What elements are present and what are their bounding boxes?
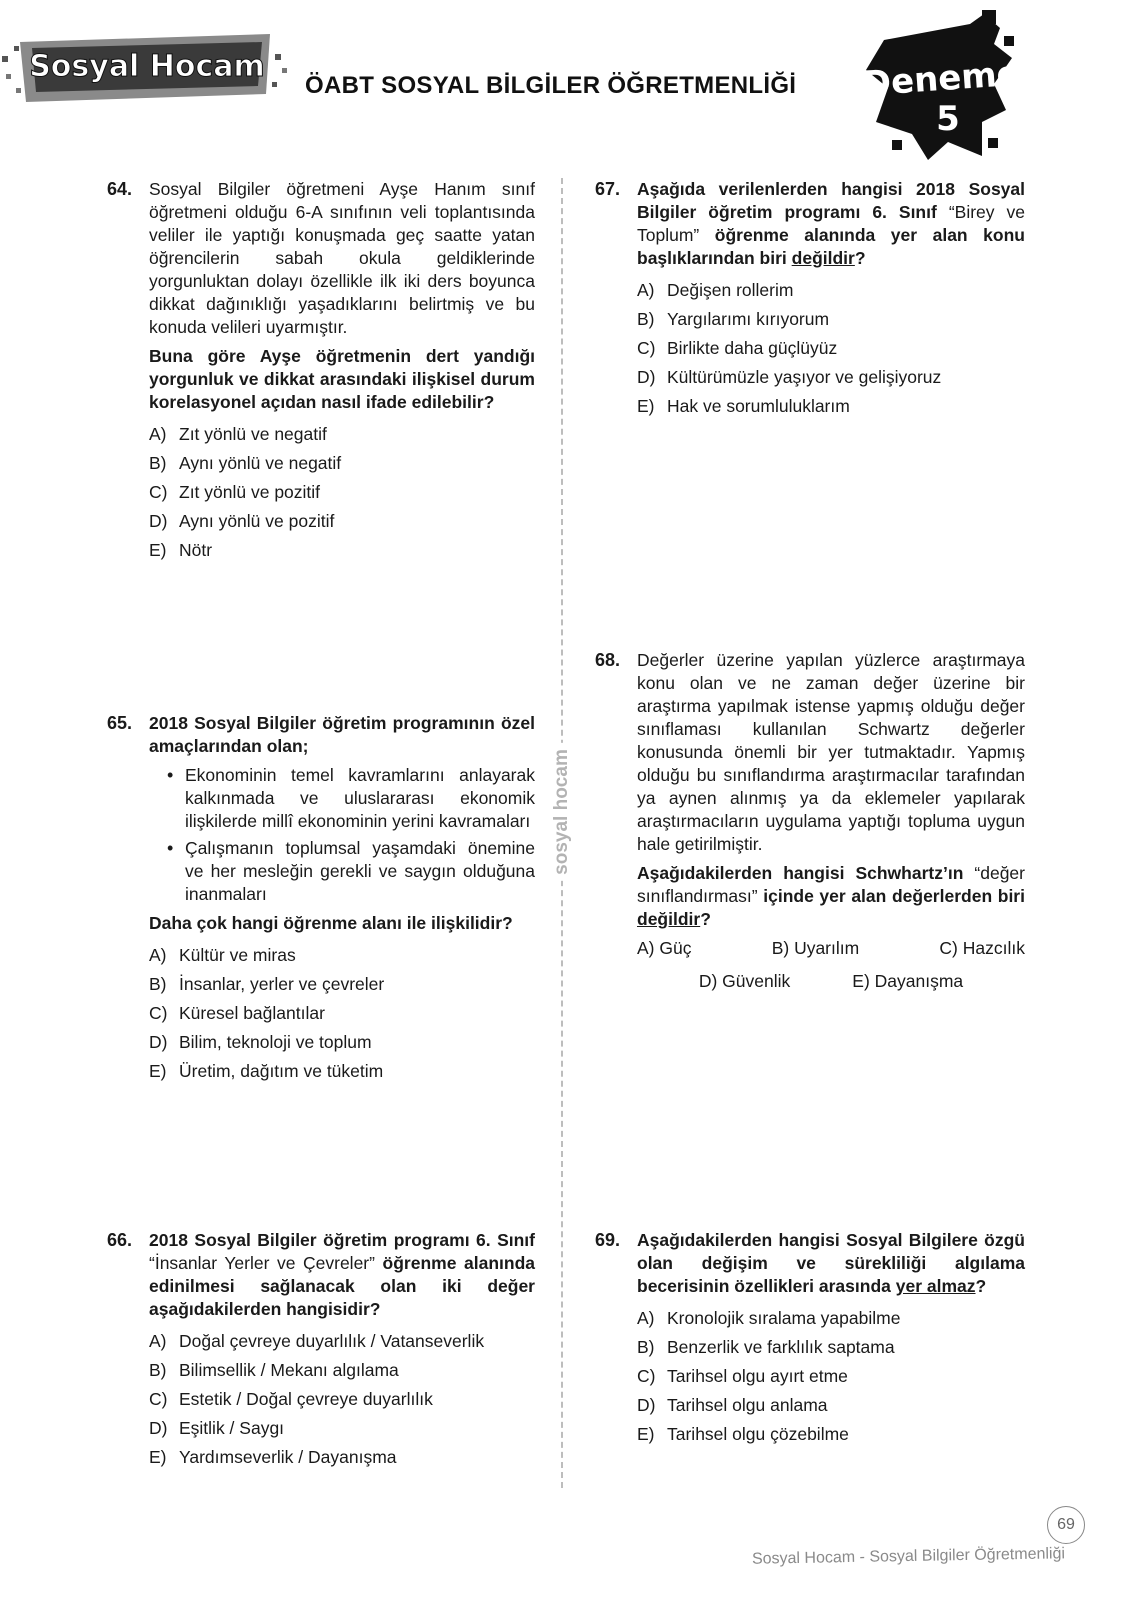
option-a[interactable] — [637, 937, 691, 960]
stem-bold: Aşağıdakilerden hangisi Sosyal Bilgilere özgü olan değişim ve sürekliliği algılama becerisinin özellikleri arasında — [637, 1230, 1025, 1296]
option-a[interactable] — [149, 941, 535, 970]
option-letter: A) — [149, 945, 167, 965]
option-e[interactable] — [149, 536, 535, 565]
option-letter: C) — [939, 938, 958, 958]
option-text: Kültürümüzle yaşıyor ve gelişiyoruz — [667, 367, 942, 387]
prompt-quote: “değer sınıflandırması” — [637, 863, 1025, 906]
option-text: Benzerlik ve farklılık saptama — [667, 1337, 895, 1357]
option-text: Hazcılık — [962, 938, 1025, 958]
option-letter: D) — [637, 1395, 656, 1415]
option-text: Kronolojik sıralama yapabilme — [667, 1308, 901, 1328]
option-text: Estetik / Doğal çevreye duyarlılık — [179, 1389, 433, 1409]
option-letter: B) — [149, 1360, 167, 1380]
option-letter: A) — [637, 1308, 655, 1328]
question-number: 68. — [595, 650, 621, 670]
option-text: Doğal çevreye duyarlılık / Vatanseverlik — [179, 1331, 485, 1351]
stem-end: ? — [854, 248, 866, 268]
option-text: Tarihsel olgu ayırt etme — [667, 1366, 848, 1386]
options-row — [637, 937, 1025, 960]
option-text: Dayanışma — [874, 971, 964, 991]
option-a[interactable] — [637, 1304, 1025, 1333]
option-e[interactable] — [149, 1057, 535, 1086]
option-d[interactable] — [699, 970, 790, 993]
option-letter: C) — [637, 1366, 656, 1386]
stem-quote: “Birey ve Toplum” — [637, 202, 1026, 245]
options-list — [149, 941, 535, 1086]
options-list — [149, 1327, 535, 1472]
deneme-word: Deneme — [862, 53, 1021, 105]
option-b[interactable] — [149, 970, 535, 999]
question-stem: Sosyal Bilgiler öğretmeni Ayşe Hanım sınıf öğretmeni olduğu 6-A sınıfının veli toplantısında veliler ile yaptığı konuşmada geç saatte yatan öğrencilerin sabah okula geldiklerinde yorgunluktan dolayı özellikle ilk iki ders boyunca dikkat dağınıklığı yaşadıklarını belirtmiş ve bu konuda velileri uyarmıştır. — [149, 179, 535, 337]
option-letter: D) — [637, 367, 656, 387]
bullet-item: • Çalışmanın toplumsal yaşamdaki önemine ve her mesleğin gerekli ve saygın olduğuna inanmaları — [167, 837, 535, 906]
option-c[interactable] — [149, 478, 535, 507]
deneme-badge — [862, 10, 1022, 170]
option-a[interactable] — [149, 1327, 535, 1356]
option-a[interactable] — [637, 276, 1025, 305]
option-letter: E) — [149, 1061, 167, 1081]
option-letter: A) — [149, 424, 167, 444]
option-text: Aynı yönlü ve negatif — [179, 453, 342, 473]
question-prompt: Buna göre Ayşe öğretmenin dert yandığı yorgunluk ve dikkat arasındaki ilişkisel durum korelasyonel açıdan nasıl ifade edilebilir? — [149, 346, 535, 412]
option-b[interactable] — [637, 1333, 1025, 1362]
option-letter: D) — [149, 511, 168, 531]
stem-emphasis: yer almaz — [895, 1276, 976, 1296]
prompt-bold: içinde yer alan değerlerden biri — [763, 886, 1025, 906]
option-letter: D) — [698, 971, 718, 991]
option-c[interactable] — [149, 1385, 535, 1414]
option-c[interactable] — [637, 1362, 1025, 1391]
option-text: Nötr — [179, 540, 213, 560]
option-text: Güvenlik — [722, 971, 791, 991]
option-letter: E) — [637, 396, 655, 416]
option-b[interactable] — [149, 449, 535, 478]
watermark: sosyal hocam — [551, 743, 573, 881]
question-prompt — [637, 862, 1025, 931]
question-66 — [107, 1229, 535, 1472]
option-c[interactable] — [149, 999, 535, 1028]
question-stem — [637, 178, 1025, 270]
option-letter: E) — [149, 540, 167, 560]
sosyal-hocam-logo — [0, 28, 290, 108]
options-list — [637, 276, 1025, 421]
question-prompt: Daha çok hangi öğrenme alanı ile ilişkilidir? — [149, 913, 513, 933]
option-text: Güç — [659, 938, 692, 958]
question-number: 67. — [595, 179, 621, 199]
option-letter: C) — [149, 1389, 168, 1409]
option-text: Uyarılım — [794, 938, 860, 958]
options-list — [637, 1304, 1025, 1449]
option-text: Değişen rollerim — [667, 280, 794, 300]
question-69 — [595, 1229, 1025, 1449]
option-c[interactable] — [637, 334, 1025, 363]
prompt-emphasis: değildir — [637, 909, 701, 929]
option-text: Bilim, teknoloji ve toplum — [179, 1032, 372, 1052]
question-stem: Değerler üzerine yapılan yüzlerce araştırmaya konu olan ve ne zaman değer üzerine bir araştırma yapılmak istense yapmış olduğu değer sınıflaması kullanılan Schwartz değerler konusunda önemli bir yer tutmaktadır. Yapmış olduğu bu sınıflandırma araştırmacılar tarafından ya aynen alınmış ya da eklemeler yapılarak araştırmacıların uygulama yaptığı topluma uygun hale getirilmiştir. — [637, 650, 1025, 854]
prompt-end: ? — [700, 909, 711, 929]
deneme-number: 5 — [936, 99, 960, 139]
logo-text: Sosyal Hocam — [29, 49, 265, 84]
options-list — [149, 420, 535, 565]
question-64 — [107, 178, 535, 565]
option-letter: C) — [637, 338, 656, 358]
option-a[interactable] — [149, 420, 535, 449]
option-text: İnsanlar, yerler ve çevreler — [179, 974, 385, 994]
option-letter: B) — [149, 974, 167, 994]
option-text: Tarihsel olgu anlama — [667, 1395, 828, 1415]
page-number: 69 — [1047, 1506, 1085, 1544]
question-65 — [107, 712, 535, 1086]
question-stem: 2018 Sosyal Bilgiler öğretim programının özel amaçlarından olan; — [149, 713, 535, 756]
option-c[interactable] — [939, 937, 1025, 960]
stem-end: ? — [975, 1276, 987, 1296]
option-e[interactable] — [852, 970, 963, 993]
option-letter: D) — [149, 1032, 168, 1052]
option-b[interactable] — [637, 305, 1025, 334]
question-stem — [637, 1229, 1025, 1298]
page-title: ÖABT SOSYAL BİLGİLER ÖĞRETMENLİĞİ — [305, 72, 797, 99]
option-letter: D) — [149, 1418, 168, 1438]
option-letter: E) — [637, 1424, 655, 1444]
option-d[interactable] — [149, 1414, 535, 1443]
bullet-item: • Ekonominin temel kavramlarını anlayarak kalkınmada ve uluslararası ekonomik ilişkilerde millî ekonominin yerini kavramaları — [167, 764, 535, 833]
option-text: Hak ve sorumluluklarım — [667, 396, 850, 416]
option-d[interactable] — [637, 363, 1025, 392]
stem-quote: “İnsanlar Yerler ve Çevreler” — [149, 1253, 375, 1273]
stem-bold: 2018 Sosyal Bilgiler öğretim programı 6. Sınıf — [149, 1230, 535, 1250]
question-number: 66. — [107, 1230, 133, 1250]
option-letter: B) — [637, 309, 655, 329]
option-e[interactable] — [637, 392, 1025, 421]
option-d[interactable] — [637, 1391, 1025, 1420]
option-letter: A) — [637, 938, 655, 958]
option-letter: E) — [149, 1447, 167, 1467]
option-letter: A) — [637, 280, 655, 300]
option-letter: B) — [149, 453, 167, 473]
option-text: Yargılarımı kırıyorum — [667, 309, 830, 329]
option-text: Eşitlik / Saygı — [179, 1418, 285, 1438]
question-number: 65. — [107, 713, 133, 733]
question-number: 69. — [595, 1230, 621, 1250]
stem-emphasis: değildir — [791, 248, 855, 268]
option-letter: B) — [637, 1337, 655, 1357]
stem-bold: Aşağıda verilenlerden hangisi 2018 Sosyal Bilgiler öğretim programı 6. Sınıf — [637, 179, 1025, 222]
option-letter: E) — [852, 971, 870, 991]
option-text: Bilimsellik / Mekanı algılama — [179, 1360, 399, 1380]
footer-text: Sosyal Hocam - Sosyal Bilgiler Öğretmenliği — [751, 1545, 1066, 1568]
option-text: Zıt yönlü ve pozitif — [179, 482, 321, 502]
option-letter: B) — [771, 938, 790, 958]
option-text: Aynı yönlü ve pozitif — [179, 511, 335, 531]
stem-bold: öğrenme alanında yer alan konu başlıklarından biri — [637, 225, 1025, 268]
option-text: Zıt yönlü ve negatif — [179, 424, 327, 444]
bullet-list — [149, 764, 535, 906]
option-d[interactable] — [149, 1028, 535, 1057]
option-e[interactable] — [637, 1420, 1025, 1449]
prompt-bold: Aşağıdakilerden hangisi Schwhartz’ın — [637, 863, 964, 883]
option-d[interactable] — [149, 507, 535, 536]
option-letter: A) — [149, 1331, 167, 1351]
question-67 — [595, 178, 1026, 421]
option-e[interactable] — [149, 1443, 535, 1472]
options-row — [637, 970, 1025, 993]
option-text: Birlikte daha güçlüyüz — [667, 338, 838, 358]
question-stem — [149, 1229, 535, 1321]
question-68 — [595, 649, 1025, 993]
question-number: 64. — [107, 179, 133, 199]
option-letter: C) — [149, 482, 168, 502]
option-letter: C) — [149, 1003, 168, 1023]
option-text: Kültür ve miras — [179, 945, 296, 965]
option-b[interactable] — [149, 1356, 535, 1385]
option-text: Tarihsel olgu çözebilme — [667, 1424, 849, 1444]
option-text: Yardımseverlik / Dayanışma — [179, 1447, 397, 1467]
option-text: Üretim, dağıtım ve tüketim — [179, 1061, 384, 1081]
stem-bold: öğrenme alanında edinilmesi sağlanacak olan iki değer aşağıdakilerden hangisidir? — [149, 1253, 535, 1319]
option-text: Küresel bağlantılar — [179, 1003, 325, 1023]
option-b[interactable] — [772, 937, 860, 960]
